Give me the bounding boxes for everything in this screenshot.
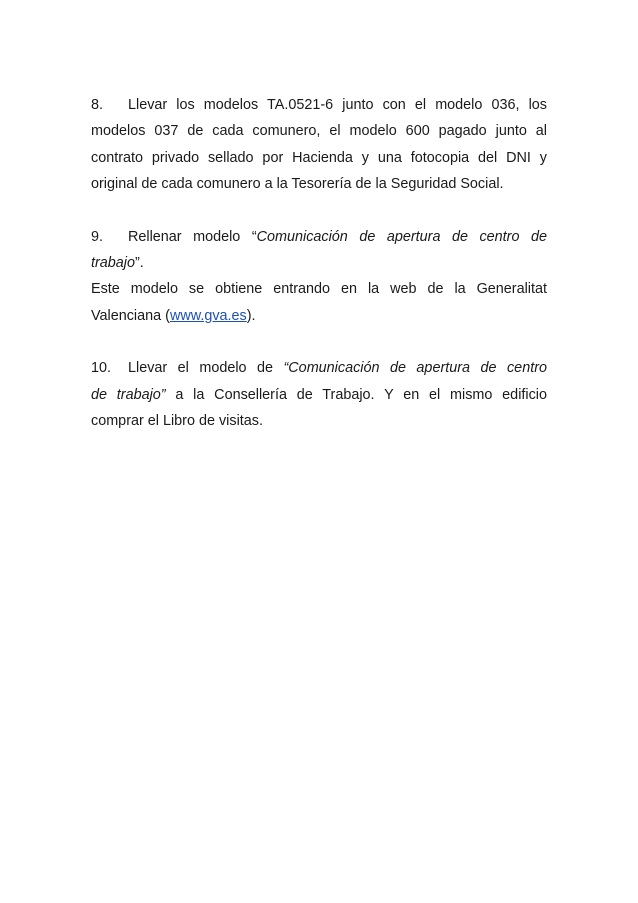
item-10-line-3: comprar el Libro de visitas. xyxy=(91,413,263,430)
item-9-line-4 xyxy=(91,303,547,329)
item-number: 8. xyxy=(91,97,104,113)
list-item-10 xyxy=(91,355,547,434)
item-number: 10. xyxy=(91,360,112,377)
item-text: a la Consellería de Trabajo. Y en el mismo edificio xyxy=(165,386,547,403)
item-10-line-1 xyxy=(91,355,547,381)
form-title-italic: Comunicación de apertura de centro de xyxy=(256,228,547,245)
form-title-italic: trabajo xyxy=(91,255,136,272)
item-8-line-2: modelos 037 de cada comunero, el modelo 600 pagado junto al xyxy=(91,123,547,140)
item-9-line-3: Este modelo se obtiene entrando en la web de la Generalitat xyxy=(91,281,547,298)
gva-website-link[interactable]: www.gva.es xyxy=(169,307,247,324)
item-text: Llevar el modelo de xyxy=(128,360,284,377)
item-8-line-3: contrato privado sellado por Hacienda y una fotocopia del DNI y xyxy=(91,149,547,166)
item-text: Llevar los modelos TA.0521-6 junto con el modelo 036, los xyxy=(128,97,547,113)
item-number: 9. xyxy=(91,228,104,245)
form-title-italic: de trabajo” xyxy=(91,386,166,403)
item-text: ). xyxy=(246,307,256,324)
item-8-line-1 xyxy=(91,92,547,118)
list-item-8 xyxy=(91,92,547,198)
item-text: Valenciana ( xyxy=(91,307,170,324)
item-text: ”. xyxy=(135,255,144,272)
item-9-line-2 xyxy=(91,250,547,276)
list-item-9 xyxy=(91,224,547,330)
item-text: Rellenar modelo “ xyxy=(128,228,257,245)
form-title-italic: “Comunicación de apertura de centro xyxy=(283,360,547,377)
item-8-line-4: original de cada comunero a la Tesorería de la Seguridad Social. xyxy=(91,176,504,193)
item-10-line-2 xyxy=(91,382,547,408)
document-body xyxy=(91,92,547,460)
item-9-line-1 xyxy=(91,224,547,250)
